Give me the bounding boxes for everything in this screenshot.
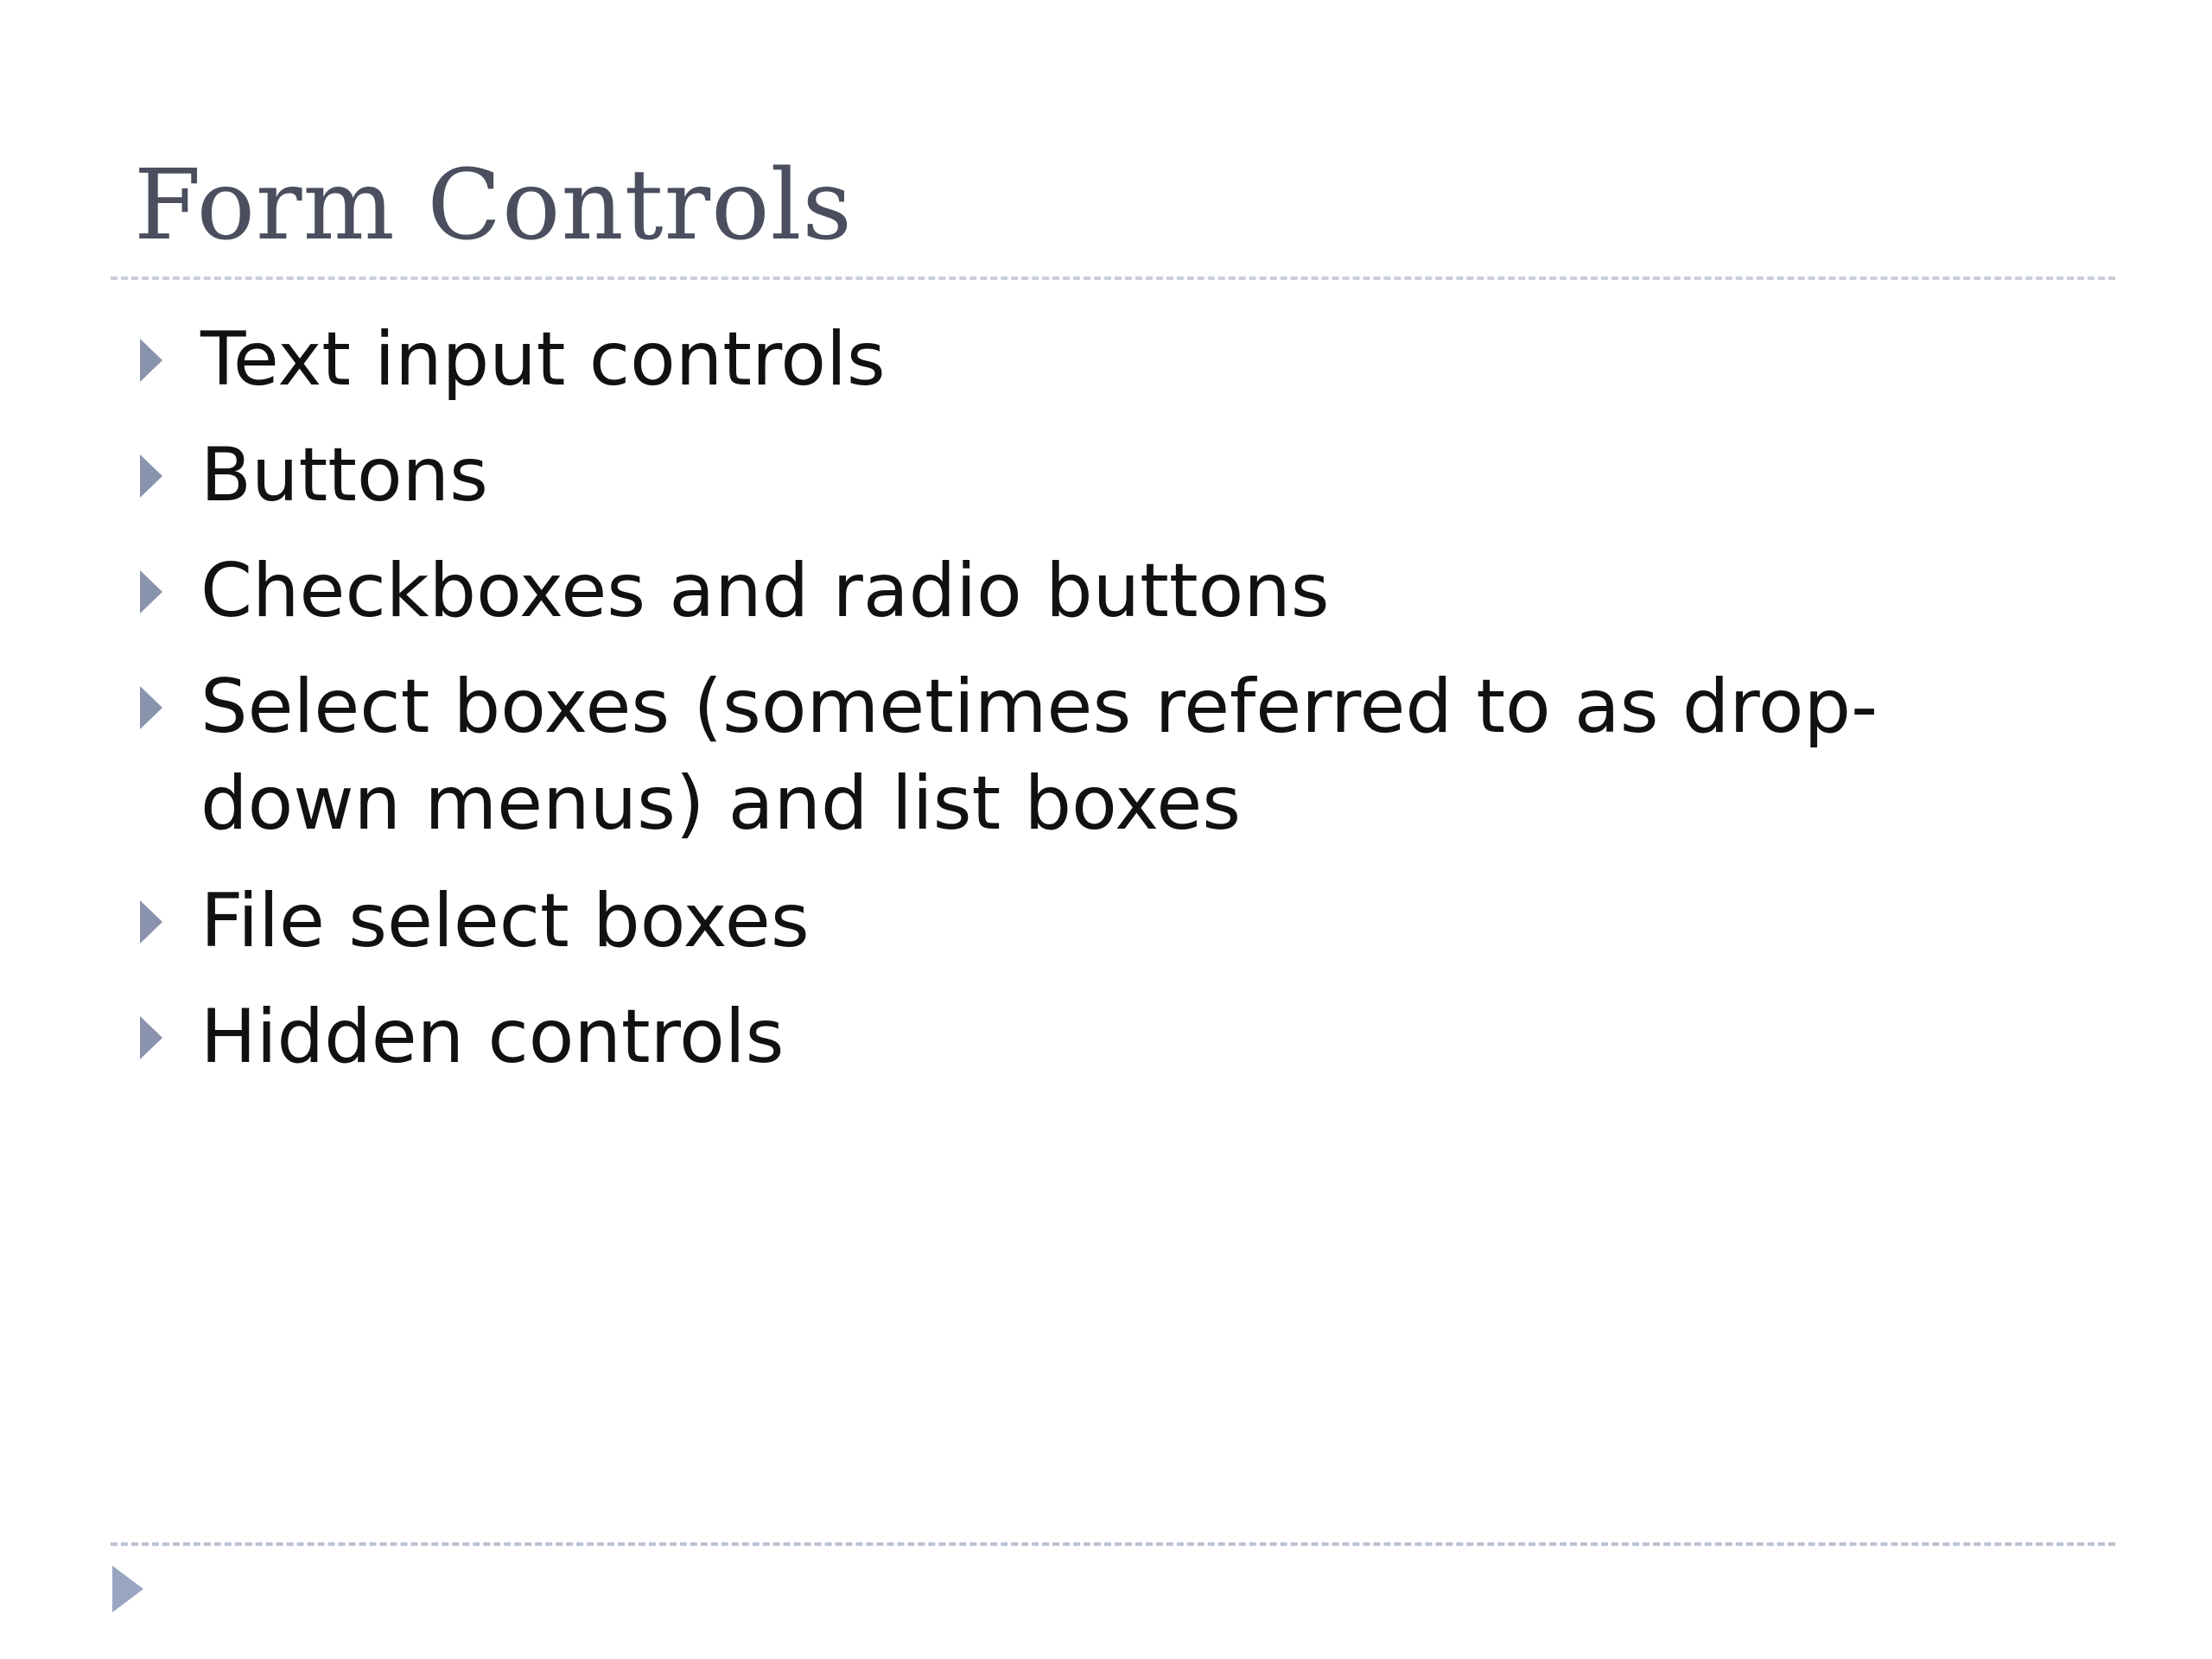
bullet-text: Select boxes (sometimes referred to as drop-down menus) and list boxes [200, 664, 1878, 847]
bullet-text: Hidden controls [200, 994, 785, 1080]
bullet-text: Buttons [200, 432, 488, 518]
slide-title: Form Controls [134, 149, 853, 262]
footer-divider [111, 1542, 2115, 1546]
triangle-right-icon [140, 570, 162, 613]
triangle-right-icon [140, 686, 162, 729]
bullet-text: Checkboxes and radio buttons [200, 548, 1330, 634]
bullet-text: Text input controls [200, 316, 886, 403]
triangle-right-icon [140, 454, 162, 498]
triangle-right-icon [140, 339, 162, 382]
triangle-right-icon [112, 1566, 143, 1612]
title-divider [111, 276, 2115, 280]
bullet-text: File select boxes [200, 878, 810, 964]
triangle-right-icon [140, 1016, 162, 1059]
triangle-right-icon [140, 900, 162, 944]
